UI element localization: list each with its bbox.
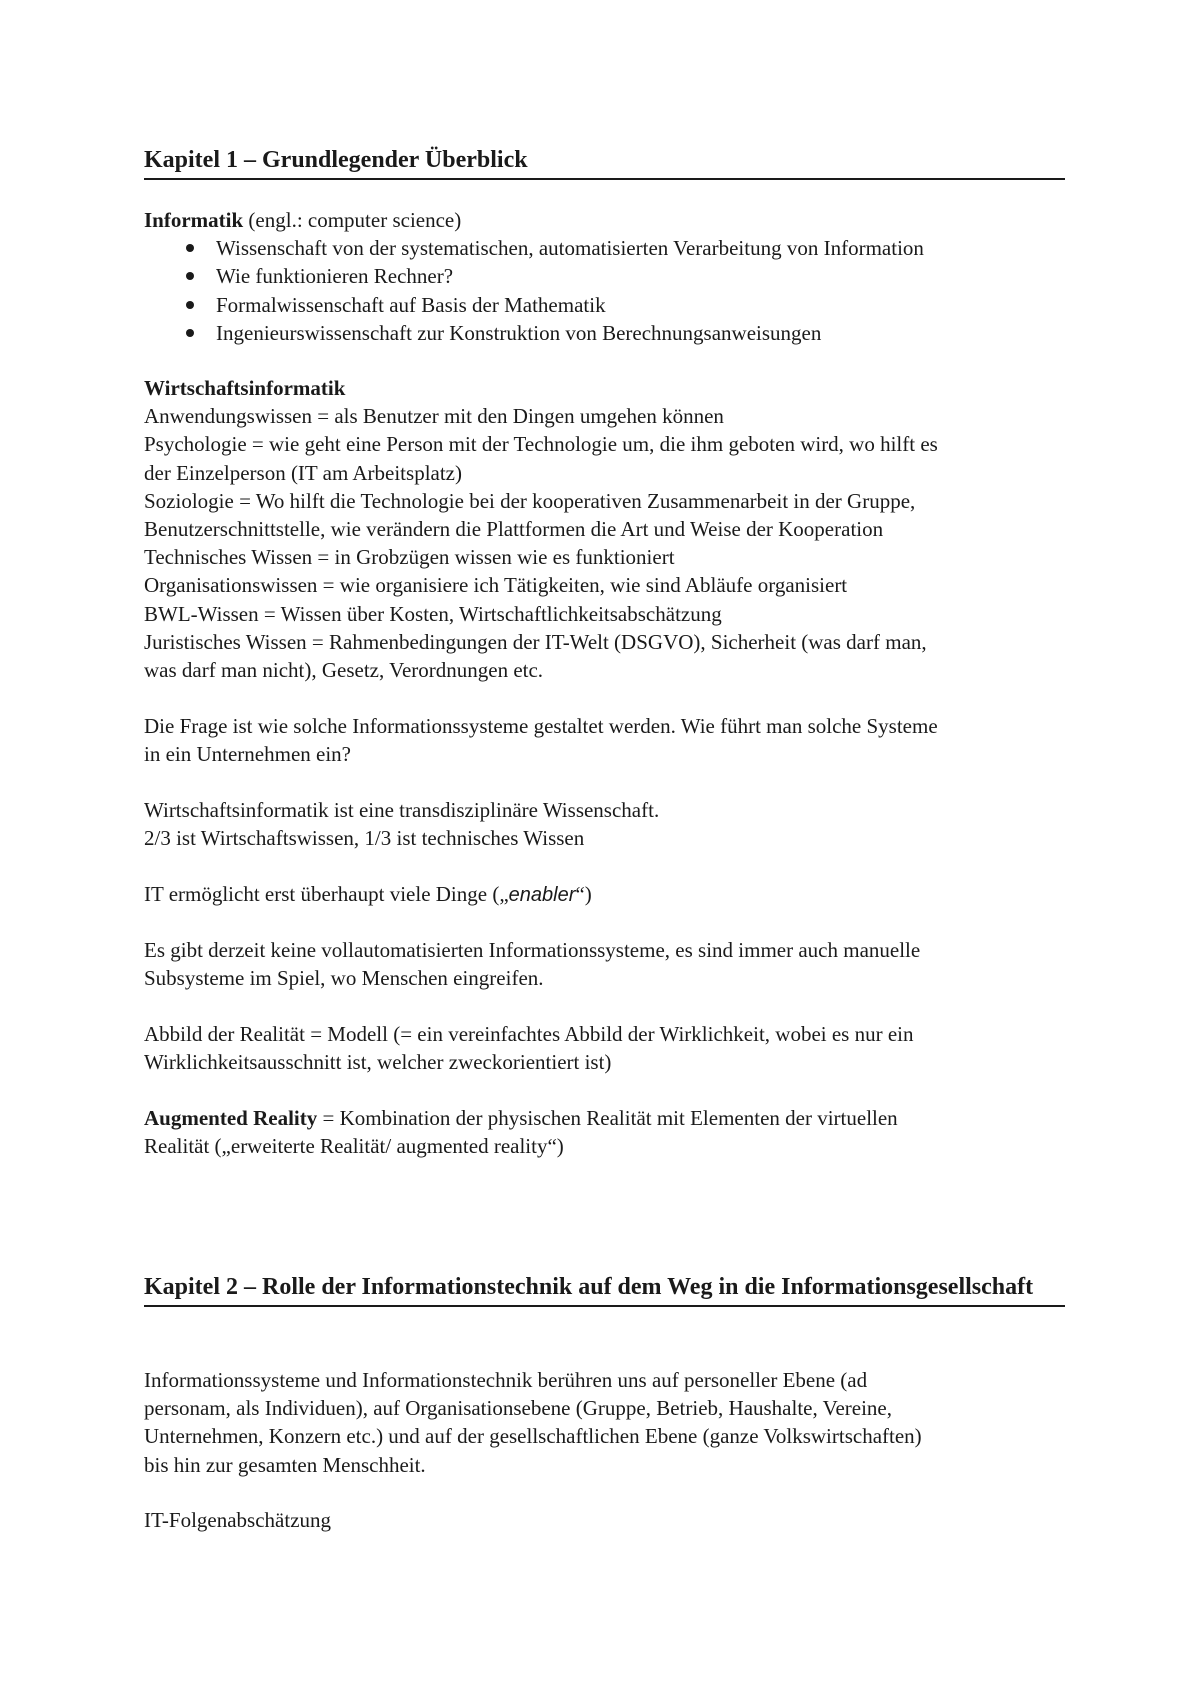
it-folgenabschaetzung-heading: IT-Folgenabschätzung	[144, 1508, 332, 1532]
bullet-icon	[186, 244, 194, 252]
list-item: Wissenschaft von der systematischen, automatisierten Verarbeitung von Information	[144, 234, 1065, 262]
text-line: Subsysteme im Spiel, wo Menschen eingreifen.	[144, 966, 544, 991]
text-line: in ein Unternehmen ein?	[144, 742, 352, 767]
text-line: Es gibt derzeit keine vollautomatisierten Informationssysteme, es sind immer auch manuelle	[144, 938, 921, 962]
enabler-term: enabler	[508, 884, 576, 906]
abbild-paragraph	[144, 1020, 1065, 1076]
text-line: Technisches Wissen = in Grobzügen wissen wie es funktioniert	[144, 545, 675, 570]
bullet-icon	[186, 272, 194, 280]
vollautomatisiert-paragraph	[144, 936, 1065, 992]
text-line: Anwendungswissen = als Benutzer mit den Dingen umgehen können	[144, 404, 724, 429]
informatik-term: Informatik	[144, 208, 244, 232]
chapter-1-heading: Kapitel 1 – Grundlegender Überblick	[144, 145, 1065, 180]
bullet-icon	[186, 329, 194, 337]
list-item: Formalwissenschaft auf Basis der Mathematik	[144, 291, 1065, 319]
transdisziplinaer-paragraph	[144, 796, 1065, 852]
text-line: Realität („erweiterte Realität/ augmented reality“)	[144, 1134, 564, 1159]
enabler-paragraph: IT ermöglicht erst überhaupt viele Dinge („enabler“)	[144, 882, 592, 906]
text-line: Juristisches Wissen = Rahmenbedingungen der IT-Welt (DSGVO), Sicherheit (was darf man,	[144, 629, 927, 654]
wirtschaftsinformatik-section	[144, 374, 1065, 684]
text-line: Psychologie = wie geht eine Person mit der Technologie um, die ihm geboten wird, wo hilft es	[144, 432, 938, 457]
frage-paragraph	[144, 712, 1065, 768]
bullet-icon	[186, 301, 194, 309]
text-line: 2/3 ist Wirtschaftswissen, 1/3 ist technisches Wissen	[144, 826, 585, 851]
text-line: Informationssysteme und Informationstechnik berühren uns auf personeller Ebene (ad	[144, 1368, 868, 1392]
text-line: Abbild der Realität = Modell (= ein vereinfachtes Abbild der Wirklichkeit, wobei es nur ein	[144, 1022, 914, 1046]
text-line: personam, als Individuen), auf Organisationsebene (Gruppe, Betrieb, Haushalte, Vereine,	[144, 1396, 892, 1421]
text-line: Organisationswissen = wie organisiere ich Tätigkeiten, wie sind Abläufe organisiert	[144, 573, 848, 598]
chapter-2-heading: Kapitel 2 – Rolle der Informationstechnik auf dem Weg in die Informationsgesellschaft	[144, 1272, 1065, 1307]
text-line: Soziologie = Wo hilft die Technologie bei der kooperativen Zusammenarbeit in der Gruppe,	[144, 488, 916, 513]
text-line: Wirklichkeitsausschnitt ist, welcher zweckorientiert ist)	[144, 1050, 612, 1075]
text-line: Die Frage ist wie solche Informationssysteme gestaltet werden. Wie führt man solche Systeme	[144, 714, 938, 738]
text-line: Benutzerschnittstelle, wie verändern die Plattformen die Art und Weise der Kooperation	[144, 517, 884, 542]
text-line: bis hin zur gesamten Menschheit.	[144, 1452, 426, 1477]
augmented-reality-term: Augmented Reality	[144, 1106, 318, 1130]
text-line: was darf man nicht), Gesetz, Verordnungen etc.	[144, 658, 544, 683]
list-item: Ingenieurswissenschaft zur Konstruktion von Berechnungsanweisungen	[144, 319, 1065, 347]
list-item: Wie funktionieren Rechner?	[144, 262, 1065, 290]
informatik-section	[144, 206, 1065, 347]
augmented-reality-paragraph: Augmented Reality = Kombination der physischen Realität mit Elementen der virtuellen Realität („erweiterte Realität/ augmented reality“)	[144, 1104, 1065, 1160]
informatik-gloss: (engl.: computer science)	[243, 208, 462, 232]
text-line: BWL-Wissen = Wissen über Kosten, Wirtschaftlichkeitsabschätzung	[144, 601, 722, 626]
text-line: der Einzelperson (IT am Arbeitsplatz)	[144, 460, 462, 485]
chapter-2-paragraph	[144, 1366, 1065, 1479]
informatik-bullet-list	[144, 234, 1065, 347]
text-line: Wirtschaftsinformatik ist eine transdisziplinäre Wissenschaft.	[144, 798, 660, 822]
text-line: Unternehmen, Konzern etc.) und auf der gesellschaftlichen Ebene (ganze Volkswirtschaften)	[144, 1424, 922, 1449]
wirtschaftsinformatik-heading: Wirtschaftsinformatik	[144, 376, 346, 400]
